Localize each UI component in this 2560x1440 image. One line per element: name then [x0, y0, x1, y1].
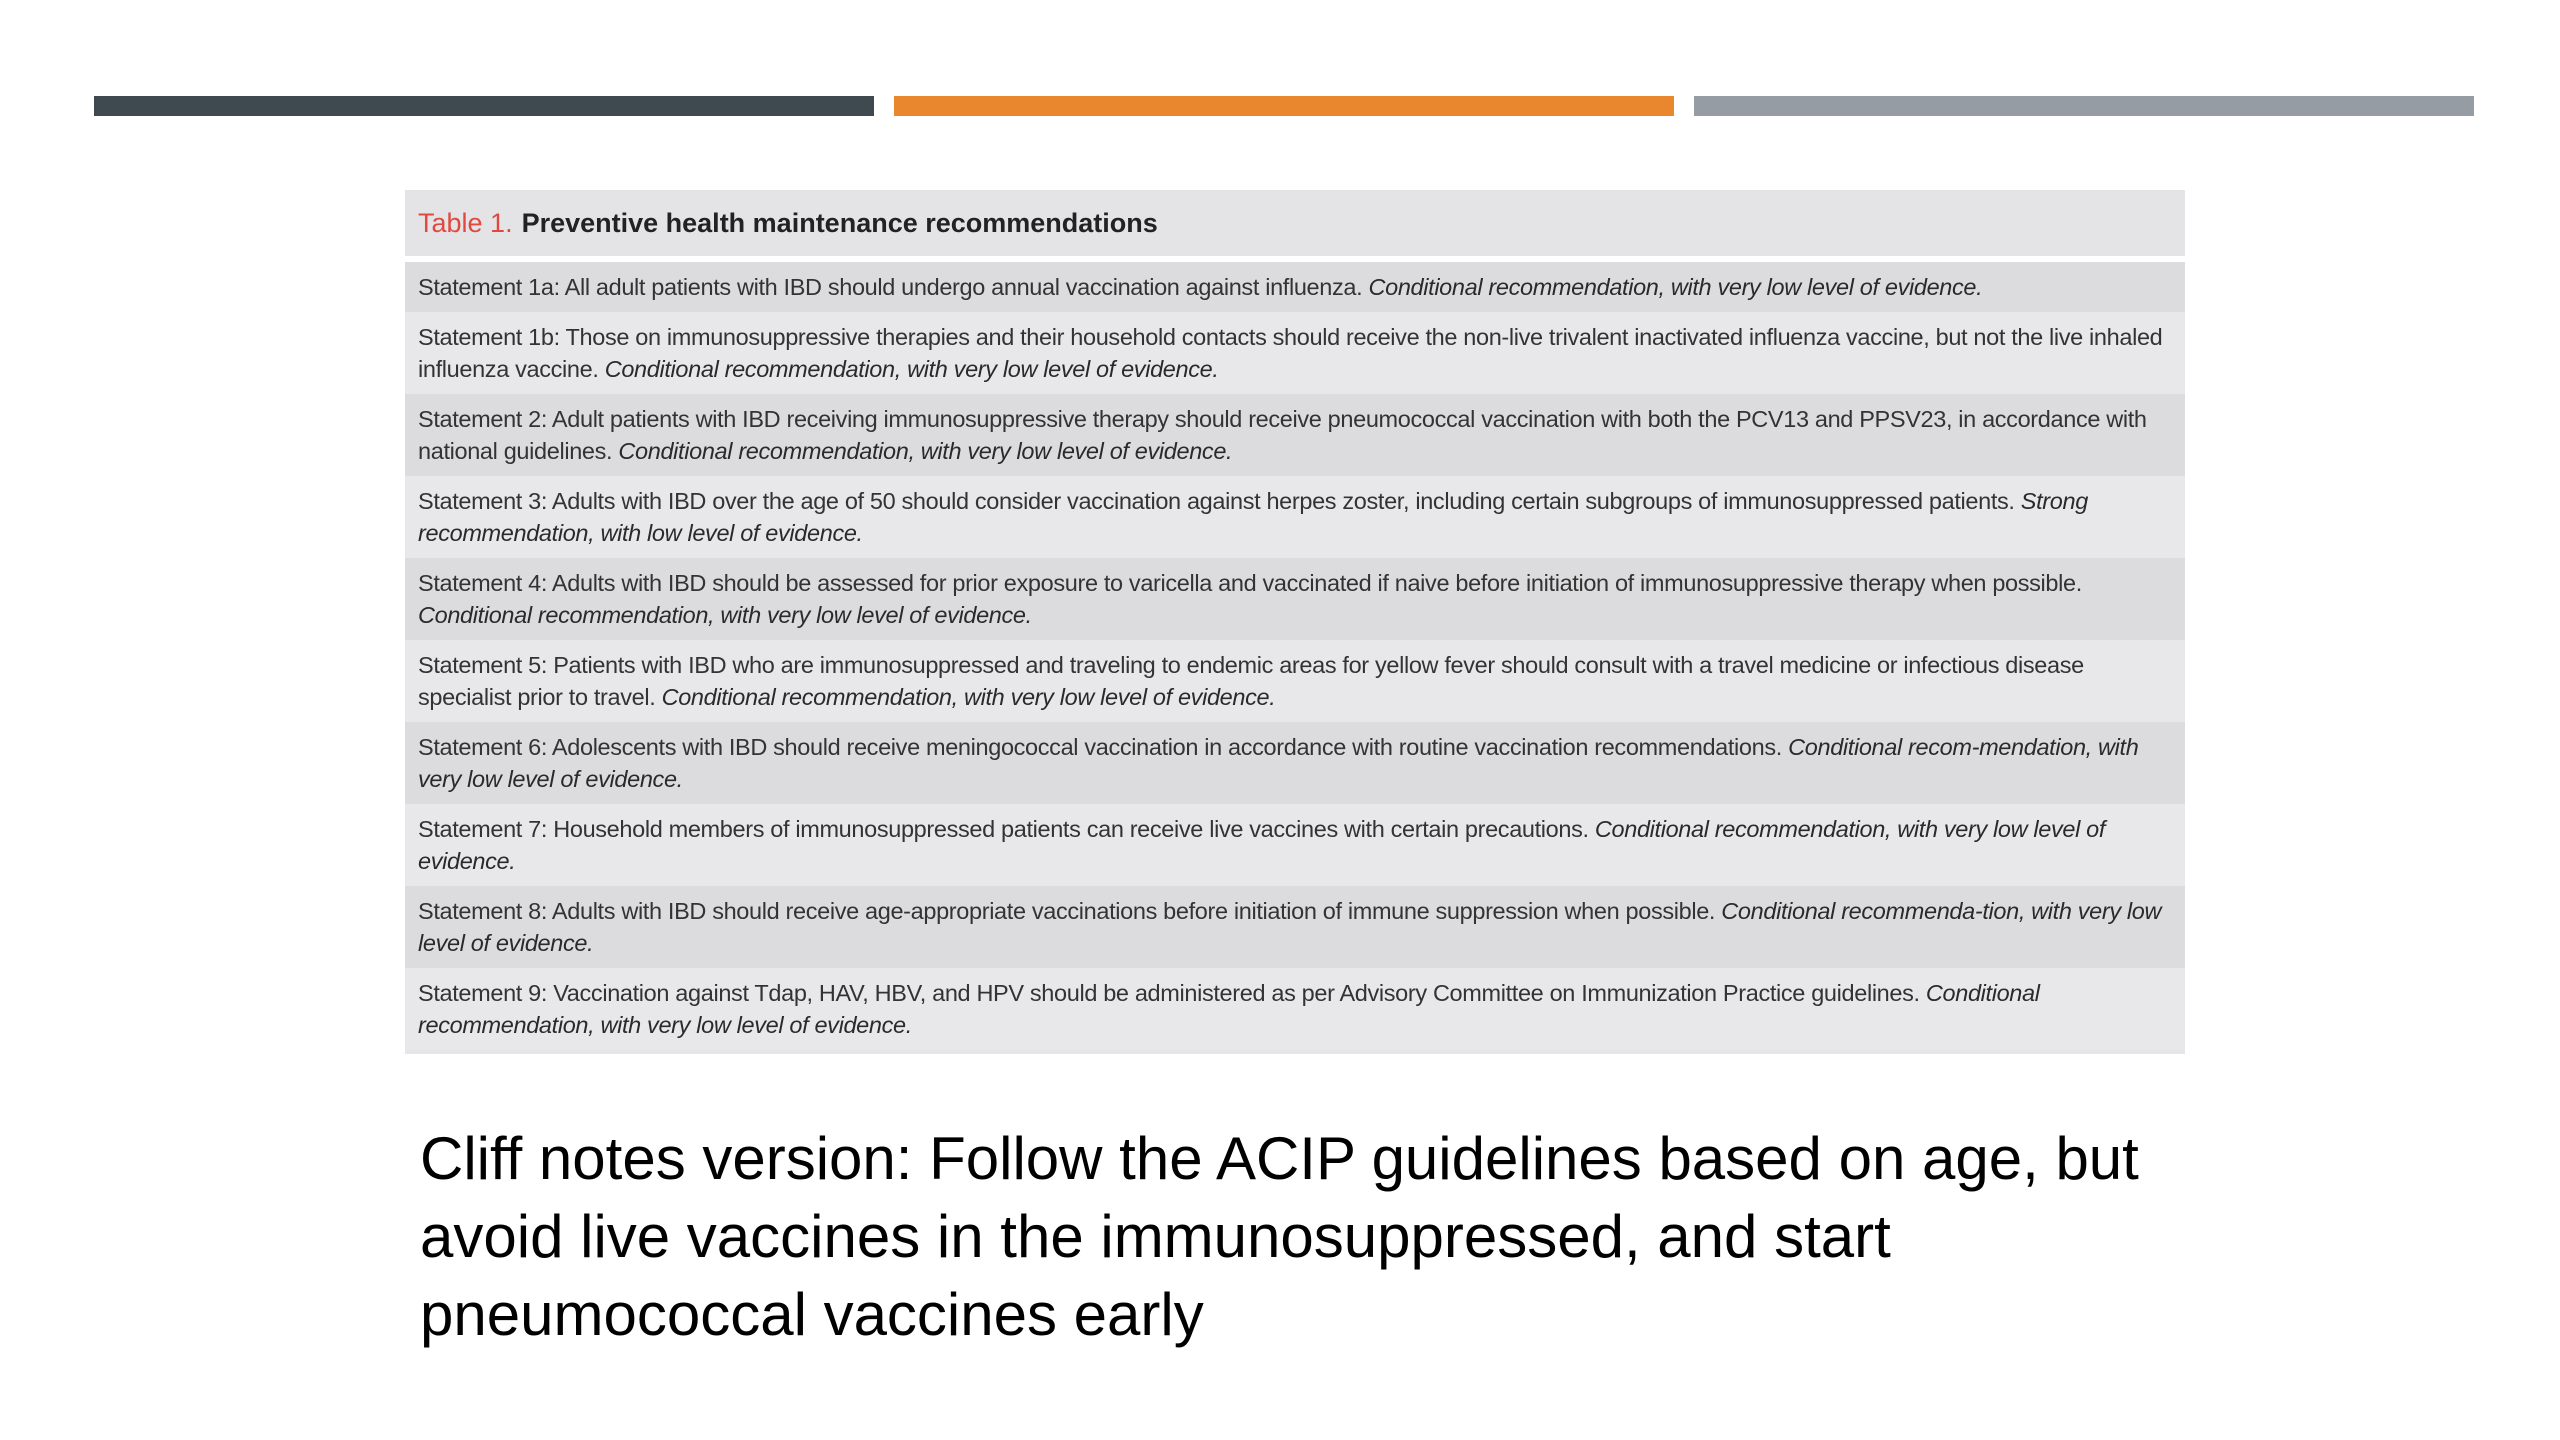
table-title-label: Table 1.	[418, 207, 513, 238]
table-row	[405, 968, 2185, 1050]
table-rows	[405, 262, 2185, 1050]
table-row	[405, 394, 2185, 476]
recommendations-table	[405, 190, 2185, 1054]
table-row	[405, 262, 2185, 312]
cliff-notes-text: Cliff notes version: Follow the ACIP guidelines based on age, but avoid live vaccines in the immunosuppressed, and start pneumococcal vaccines early	[420, 1125, 2139, 1348]
statement-text: Statement 1b: Those on immunosuppressive therapies and their household contacts should receive the non-live trivalent inactivated influenza vaccine, but not the live inhaled influenza vaccine.	[418, 324, 2163, 382]
table-row	[405, 558, 2185, 640]
statement-text: Statement 8: Adults with IBD should receive age-appropriate vaccinations before initiation of immune suppression when possible.	[418, 898, 1716, 924]
statement-text: Statement 3: Adults with IBD over the age of 50 should consider vaccination against herpes zoster, including certain subgroups of immunosuppressed patients.	[418, 488, 2015, 514]
table-row	[405, 312, 2185, 394]
statement-text: Statement 4: Adults with IBD should be assessed for prior exposure to varicella and vaccinated if naive before initiation of immunosuppressive therapy when possible.	[418, 570, 2082, 596]
evidence-text: Conditional recommendation, with very low level of evidence.	[418, 980, 2040, 1038]
evidence-text: Conditional recommenda-tion, with very low level of evidence.	[418, 898, 2162, 956]
header-bar-orange	[894, 96, 1674, 116]
table-row	[405, 804, 2185, 886]
statement-text: Statement 6: Adolescents with IBD should receive meningococcal vaccination in accordance with routine vaccination recommendations.	[418, 734, 1782, 760]
statement-text: Statement 5: Patients with IBD who are immunosuppressed and traveling to endemic areas for yellow fever should consult with a travel medicine or infectious disease specialist prior to travel.	[418, 652, 2084, 710]
header-bar-gray	[1694, 96, 2474, 116]
statement-text: Statement 9: Vaccination against Tdap, HAV, HBV, and HPV should be administered as per Advisory Committee on Immunization Practice guidelines.	[418, 980, 1920, 1006]
evidence-text: Conditional recommendation, with very low level of evidence.	[1368, 274, 1983, 300]
evidence-text: Conditional recommendation, with very low level of evidence.	[418, 602, 1032, 628]
statement-text: Statement 7: Household members of immunosuppressed patients can receive live vaccines with certain precautions.	[418, 816, 1589, 842]
table-row	[405, 722, 2185, 804]
evidence-text: Conditional recom-mendation, with very low level of evidence.	[418, 734, 2139, 792]
evidence-text: Strong recommendation, with low level of evidence.	[418, 488, 2088, 546]
table-row	[405, 640, 2185, 722]
table-row	[405, 476, 2185, 558]
evidence-text: Conditional recommendation, with very low level of evidence.	[604, 356, 1219, 382]
table-title-text: Preventive health maintenance recommendations	[521, 207, 1158, 238]
statement-text: Statement 1a: All adult patients with IBD should undergo annual vaccination against influenza.	[418, 274, 1363, 300]
table-row	[405, 886, 2185, 968]
evidence-text: Conditional recommendation, with very low level of evidence.	[418, 816, 2106, 874]
header-bar-dark	[94, 96, 874, 116]
table-title	[405, 190, 2185, 262]
evidence-text: Conditional recommendation, with very low level of evidence.	[618, 438, 1233, 464]
evidence-text: Conditional recommendation, with very low level of evidence.	[661, 684, 1276, 710]
statement-text: Statement 2: Adult patients with IBD receiving immunosuppressive therapy should receive pneumococcal vaccination with both the PCV13 and PPSV23, in accordance with national guidelines.	[418, 406, 2147, 464]
